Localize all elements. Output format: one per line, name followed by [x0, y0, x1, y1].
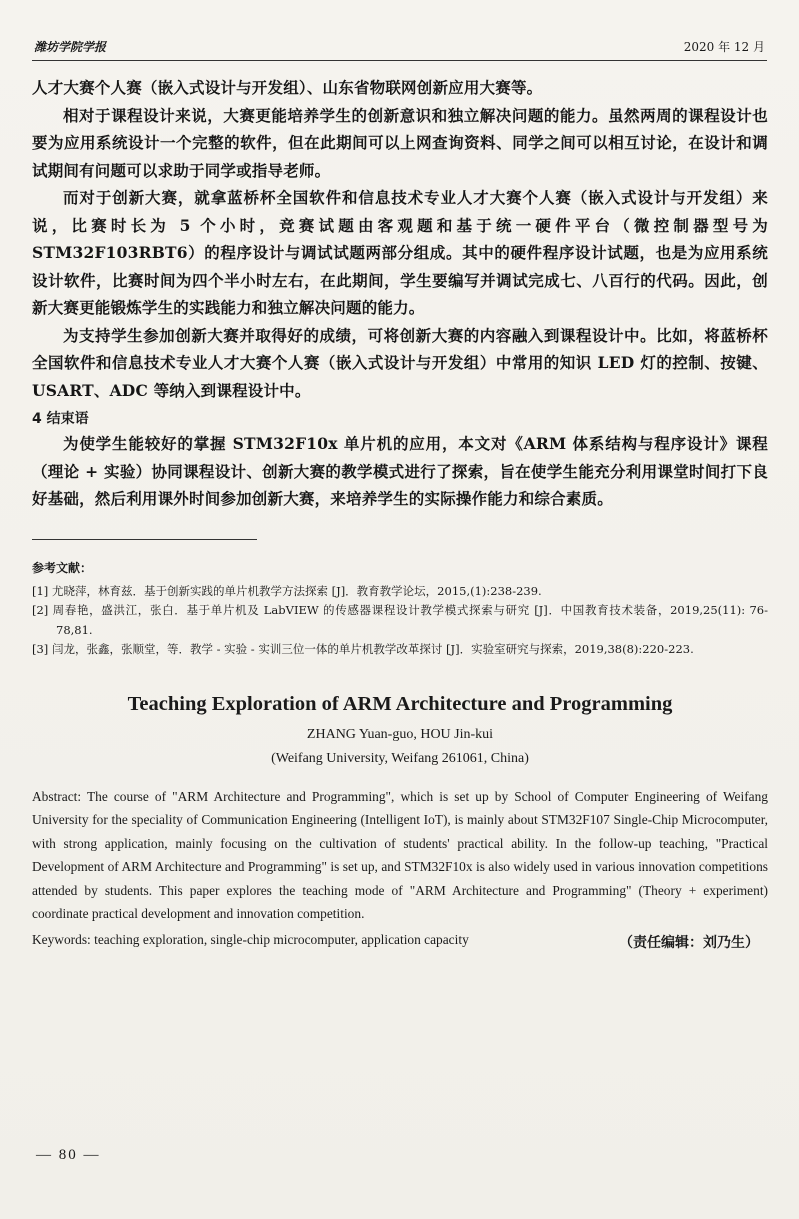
section-heading-conclusion: 4 结束语 [32, 411, 89, 427]
body-paragraph-1: 人才大赛个人赛（嵌入式设计与开发组）、山东省物联网创新应用大赛等。 [32, 78, 543, 97]
english-title: Teaching Exploration of ARM Architecture and Programming [127, 692, 673, 715]
journal-name: 潍坊学院学报 [34, 40, 107, 54]
english-affiliation: (Weifang University, Weifang 261061, China) [271, 750, 529, 766]
body-paragraph-2: 相对于课程设计来说，大赛更能培养学生的创新意识和独立解决问题的能力。虽然两周的课程设计也要为应用系统设计一个完整的软件，但在此期间可以上网查询资料、同学之间可以相互讨论，在设计和调试期间有问题可以求助于同学或指导老师。 [32, 105, 768, 180]
reference-item: [1] 尤晓萍，林育兹．基于创新实践的单片机教学方法探索 [J]．教育教学论坛，2015,(1):238-239. [32, 583, 542, 598]
body-paragraph-5: 为使学生能较好的掌握 STM32F10x 单片机的应用，本文对《ARM 体系结构与程序设计》课程（理论 + 实验）协同课程设计、创新大赛的教学模式进行了探索，旨在使学生能充分利用课堂时间打下良好基础，然后利用课外时间参加创新大赛，来培养学生的实际操作能力和综合素质。 [32, 434, 768, 508]
body-paragraph-4: 为支持学生参加创新大赛并取得好的成绩，可将创新大赛的内容融入到课程设计中。比如，将蓝桥杯全国软件和信息技术专业人才大赛个人赛（嵌入式设计与开发组）中常用的知识 LED 灯的控制、按键、USART、ADC 等纳入到课程设计中。 [32, 325, 768, 400]
abstract-text: The course of "ARM Architecture and Programming", which is set up by School of Computer Engineering of Weifang University for the speciality of Communication Engineering (Intelligent IoT), is mainly about STM32F107 Single-Chip Microcomputer, with strong application, mainly focusing on the cultivation of students' practical ability. In the follow-up teaching, "Practical Development of ARM Architecture and Programming" is set up, and STM32F10x is also widely used in various innovation competitions attended by students. This paper explores the teaching mode of "ARM Architecture and Programming" (Theory + experiment) coordinate practical development and innovation competition. [32, 788, 768, 921]
references-title: 参考文献： [32, 560, 93, 575]
running-header [32, 38, 767, 61]
english-abstract [32, 785, 768, 926]
reference-item: [2] 周春艳，盛洪江，张白．基于单片机及 LabVIEW 的传感器课程设计教学模式探索与研究 [J]．中国教育技术装备，2019,25(11): 76-78,81. [32, 603, 768, 637]
responsible-editor: （责任编辑：刘乃生） [619, 935, 759, 951]
body-paragraph-3: 而对于创新大赛，就拿蓝桥杯全国软件和信息技术专业人才大赛个人赛（嵌入式设计与开发组）来说，比赛时长为 5 个小时，竞赛试题由客观题和基于统一硬件平台（微控制器型号为 STM32F103RBT6）的程序设计与调试试题两部分组成。其中的硬件程序设计试题，也是为应用系统设计软件，比赛时间为四个半小时左右，在此期间，学生要编写并调试完成七、八百行的代码。因此，创新大赛更能锻炼学生的实践能力和独立解决问题的能力。 [32, 188, 768, 317]
keywords-label: Keywords: [32, 931, 91, 947]
page-number: — 80 — [36, 1147, 101, 1163]
abstract-label: Abstract: [32, 788, 82, 804]
issue-date: 2020 年 12 月 [683, 40, 765, 54]
keywords-text: teaching exploration, single-chip microcomputer, application capacity [94, 931, 469, 947]
english-authors: ZHANG Yuan-guo, HOU Jin-kui [306, 726, 494, 742]
reference-item: [3] 闫龙，张鑫，张顺堂，等．教学 - 实验 - 实训三位一体的单片机教学改革探讨 [J]．实验室研究与探索，2019,38(8):220-223. [32, 642, 694, 656]
references-divider [32, 539, 257, 540]
article-content [32, 74, 768, 951]
